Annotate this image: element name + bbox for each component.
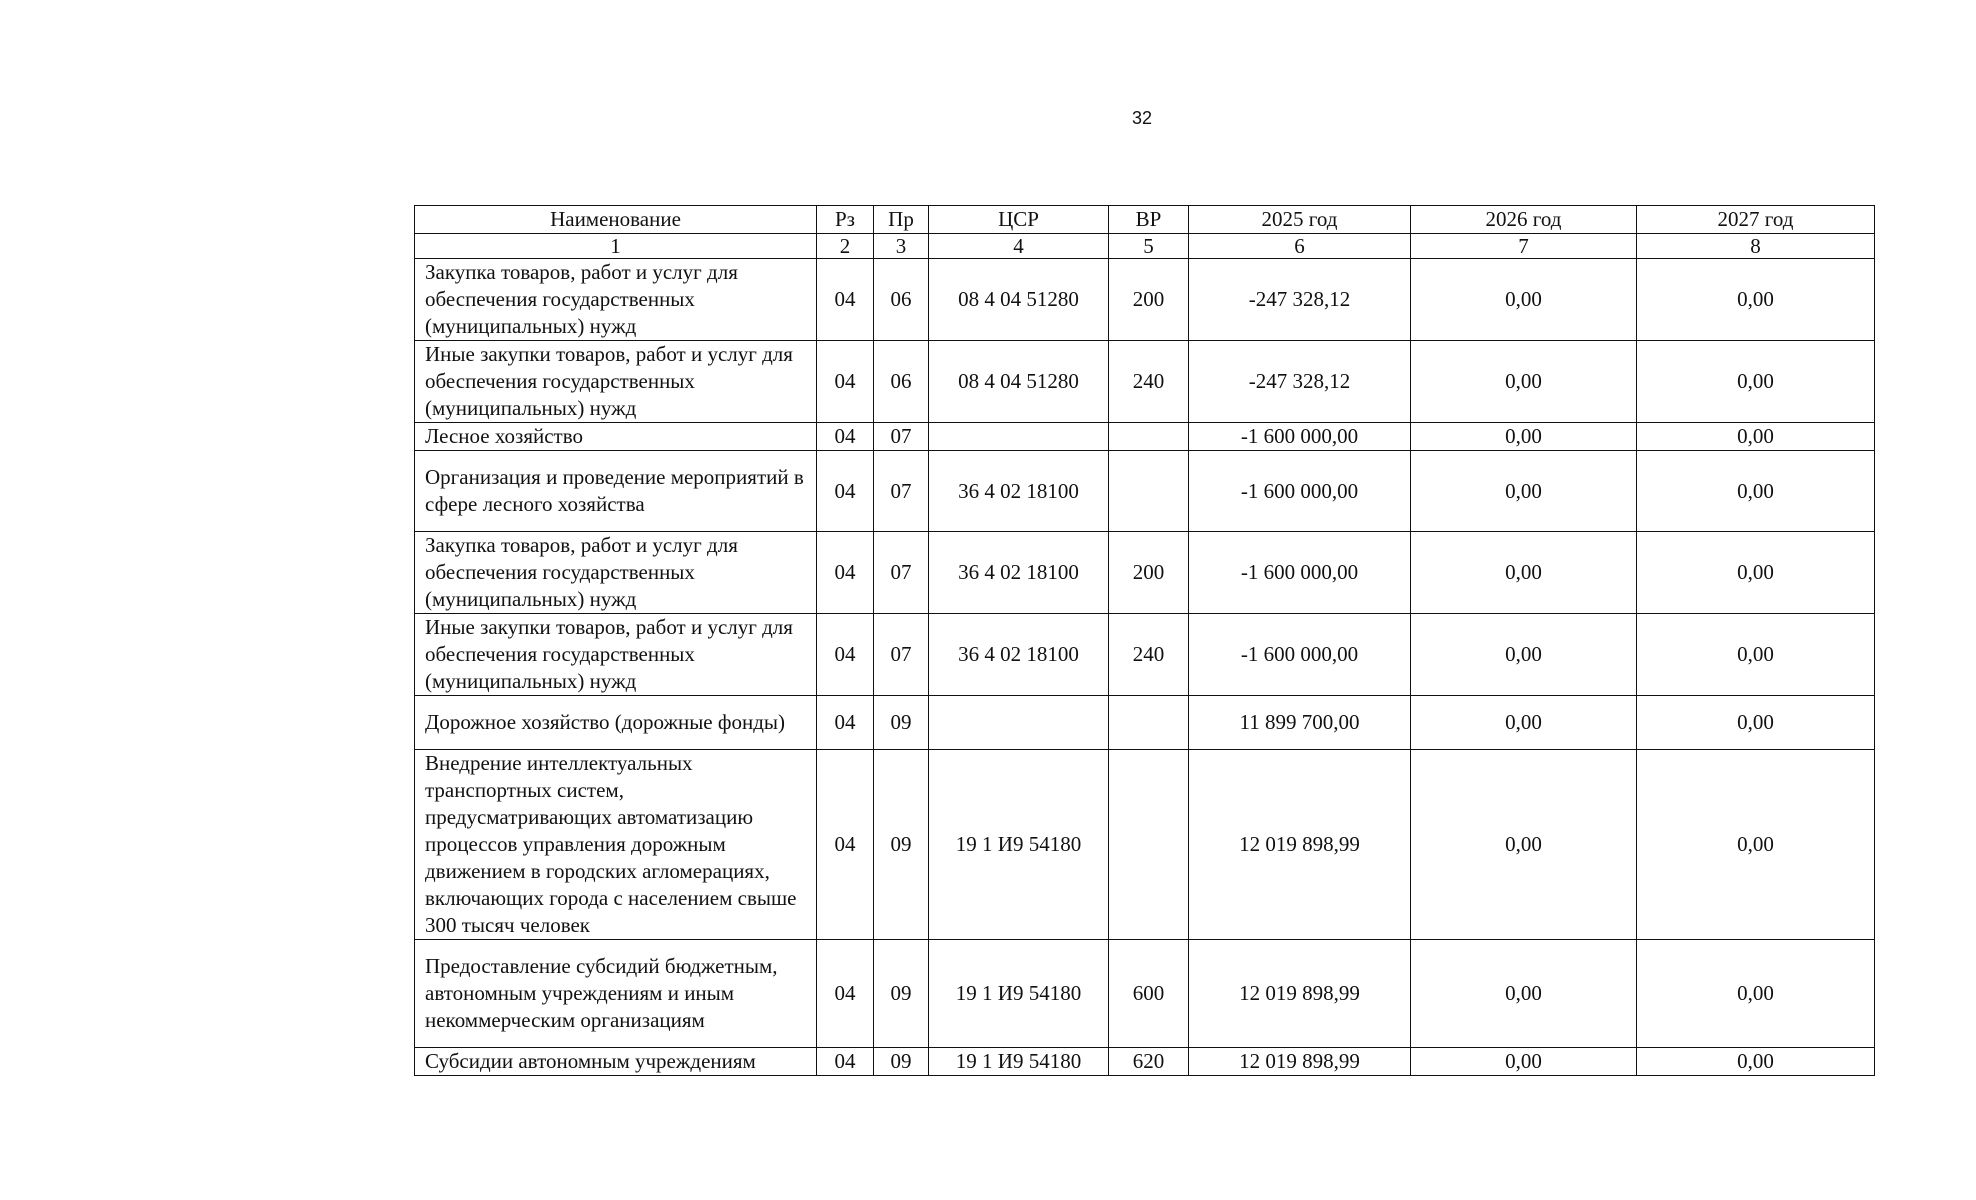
rz-cell: 04 xyxy=(817,532,874,614)
name-cell: Предоставление субсидий бюджетным, автономным учреждениям и иным некоммерческим организациям xyxy=(415,940,817,1048)
table-row xyxy=(415,341,1875,423)
name-cell: Лесное хозяйство xyxy=(415,423,817,451)
csr-cell: 36 4 02 18100 xyxy=(929,451,1109,532)
amount-2027-cell: 0,00 xyxy=(1637,341,1875,423)
pr-cell: 07 xyxy=(874,451,929,532)
amount-2026-cell: 0,00 xyxy=(1411,696,1637,750)
header-cell-2026: 2026 год xyxy=(1411,206,1637,234)
csr-cell: 36 4 02 18100 xyxy=(929,532,1109,614)
table-row xyxy=(415,696,1875,750)
pr-cell: 09 xyxy=(874,750,929,940)
csr-cell xyxy=(929,423,1109,451)
vr-cell xyxy=(1109,696,1189,750)
amount-2025-cell: -1 600 000,00 xyxy=(1189,614,1411,696)
header-cell-name: Наименование xyxy=(415,206,817,234)
amount-2025-cell: -1 600 000,00 xyxy=(1189,423,1411,451)
table-row xyxy=(415,259,1875,341)
vr-cell: 620 xyxy=(1109,1048,1189,1076)
csr-cell: 19 1 И9 54180 xyxy=(929,1048,1109,1076)
table-row xyxy=(415,451,1875,532)
vr-cell: 200 xyxy=(1109,259,1189,341)
page-number: 32 xyxy=(1131,108,1153,128)
amount-2025-cell: -247 328,12 xyxy=(1189,259,1411,341)
column-number-cell: 8 xyxy=(1637,234,1875,259)
amount-2027-cell: 0,00 xyxy=(1637,940,1875,1048)
table-row xyxy=(415,614,1875,696)
budget-table xyxy=(414,205,1875,1076)
amount-2027-cell: 0,00 xyxy=(1637,1048,1875,1076)
amount-2027-cell: 0,00 xyxy=(1637,696,1875,750)
table-row xyxy=(415,423,1875,451)
column-number-cell: 4 xyxy=(929,234,1109,259)
vr-cell: 240 xyxy=(1109,614,1189,696)
amount-2026-cell: 0,00 xyxy=(1411,940,1637,1048)
amount-2025-cell: 12 019 898,99 xyxy=(1189,1048,1411,1076)
rz-cell: 04 xyxy=(817,696,874,750)
pr-cell: 09 xyxy=(874,696,929,750)
vr-cell: 240 xyxy=(1109,341,1189,423)
csr-cell: 08 4 04 51280 xyxy=(929,259,1109,341)
pr-cell: 07 xyxy=(874,532,929,614)
name-cell: Дорожное хозяйство (дорожные фонды) xyxy=(415,696,817,750)
amount-2025-cell: -1 600 000,00 xyxy=(1189,451,1411,532)
csr-cell: 19 1 И9 54180 xyxy=(929,750,1109,940)
table-row xyxy=(415,532,1875,614)
column-number-row xyxy=(415,234,1875,259)
amount-2026-cell: 0,00 xyxy=(1411,750,1637,940)
pr-cell: 09 xyxy=(874,1048,929,1076)
vr-cell xyxy=(1109,750,1189,940)
column-number-cell: 5 xyxy=(1109,234,1189,259)
rz-cell: 04 xyxy=(817,614,874,696)
pr-cell: 07 xyxy=(874,423,929,451)
rz-cell: 04 xyxy=(817,423,874,451)
amount-2025-cell: 11 899 700,00 xyxy=(1189,696,1411,750)
header-cell-rz: Рз xyxy=(817,206,874,234)
rz-cell: 04 xyxy=(817,1048,874,1076)
name-cell: Закупка товаров, работ и услуг для обеспечения государственных (муниципальных) нужд xyxy=(415,532,817,614)
rz-cell: 04 xyxy=(817,750,874,940)
amount-2027-cell: 0,00 xyxy=(1637,750,1875,940)
amount-2026-cell: 0,00 xyxy=(1411,451,1637,532)
pr-cell: 07 xyxy=(874,614,929,696)
amount-2026-cell: 0,00 xyxy=(1411,259,1637,341)
amount-2025-cell: 12 019 898,99 xyxy=(1189,750,1411,940)
amount-2026-cell: 0,00 xyxy=(1411,532,1637,614)
vr-cell xyxy=(1109,451,1189,532)
header-cell-csr: ЦСР xyxy=(929,206,1109,234)
column-number-cell: 7 xyxy=(1411,234,1637,259)
amount-2027-cell: 0,00 xyxy=(1637,451,1875,532)
table-row xyxy=(415,1048,1875,1076)
csr-cell: 08 4 04 51280 xyxy=(929,341,1109,423)
name-cell: Иные закупки товаров, работ и услуг для обеспечения государственных (муниципальных) нужд xyxy=(415,614,817,696)
column-number-cell: 6 xyxy=(1189,234,1411,259)
header-cell-2025: 2025 год xyxy=(1189,206,1411,234)
amount-2026-cell: 0,00 xyxy=(1411,423,1637,451)
pr-cell: 06 xyxy=(874,259,929,341)
rz-cell: 04 xyxy=(817,451,874,532)
pr-cell: 06 xyxy=(874,341,929,423)
amount-2026-cell: 0,00 xyxy=(1411,1048,1637,1076)
name-cell: Закупка товаров, работ и услуг для обеспечения государственных (муниципальных) нужд xyxy=(415,259,817,341)
csr-cell xyxy=(929,696,1109,750)
header-row xyxy=(415,206,1875,234)
amount-2027-cell: 0,00 xyxy=(1637,423,1875,451)
amount-2027-cell: 0,00 xyxy=(1637,532,1875,614)
name-cell: Субсидии автономным учреждениям xyxy=(415,1048,817,1076)
rz-cell: 04 xyxy=(817,259,874,341)
csr-cell: 19 1 И9 54180 xyxy=(929,940,1109,1048)
amount-2025-cell: 12 019 898,99 xyxy=(1189,940,1411,1048)
table-row xyxy=(415,940,1875,1048)
name-cell: Иные закупки товаров, работ и услуг для обеспечения государственных (муниципальных) нужд xyxy=(415,341,817,423)
amount-2025-cell: -1 600 000,00 xyxy=(1189,532,1411,614)
rz-cell: 04 xyxy=(817,341,874,423)
rz-cell: 04 xyxy=(817,940,874,1048)
pr-cell: 09 xyxy=(874,940,929,1048)
header-cell-pr: Пр xyxy=(874,206,929,234)
vr-cell: 200 xyxy=(1109,532,1189,614)
column-number-cell: 3 xyxy=(874,234,929,259)
amount-2027-cell: 0,00 xyxy=(1637,614,1875,696)
vr-cell: 600 xyxy=(1109,940,1189,1048)
csr-cell: 36 4 02 18100 xyxy=(929,614,1109,696)
vr-cell xyxy=(1109,423,1189,451)
amount-2025-cell: -247 328,12 xyxy=(1189,341,1411,423)
name-cell: Организация и проведение мероприятий в сфере лесного хозяйства xyxy=(415,451,817,532)
column-number-cell: 1 xyxy=(415,234,817,259)
amount-2026-cell: 0,00 xyxy=(1411,614,1637,696)
column-number-cell: 2 xyxy=(817,234,874,259)
amount-2026-cell: 0,00 xyxy=(1411,341,1637,423)
table-row xyxy=(415,750,1875,940)
name-cell: Внедрение интеллектуальных транспортных систем, предусматривающих автоматизацию процессов управления дорожным движением в городских агломерациях, включающих города с населением свыше 300 тысяч человек xyxy=(415,750,817,940)
amount-2027-cell: 0,00 xyxy=(1637,259,1875,341)
header-cell-2027: 2027 год xyxy=(1637,206,1875,234)
header-cell-vr: ВР xyxy=(1109,206,1189,234)
